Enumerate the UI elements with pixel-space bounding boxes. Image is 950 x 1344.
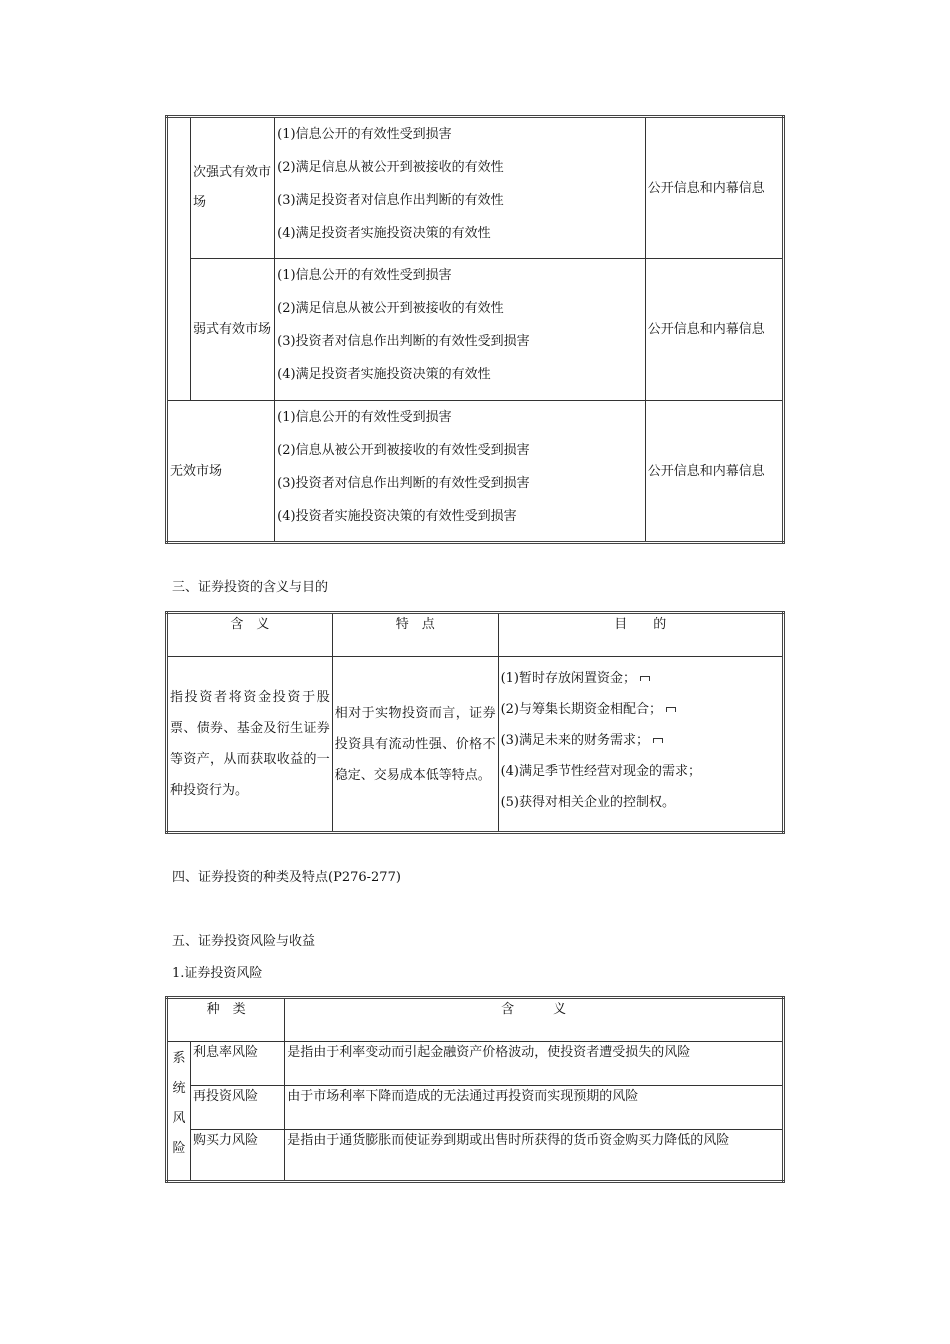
- header-feature: 特 点: [332, 613, 498, 657]
- table-header-row: [167, 613, 784, 657]
- risk-type: 购买力风险: [191, 1130, 285, 1182]
- table-row: [167, 657, 784, 833]
- table-row: [167, 401, 784, 543]
- risk-type: 利息率风险: [191, 1042, 285, 1086]
- market-info: 公开信息和内幕信息: [645, 117, 783, 259]
- table-row: [167, 117, 784, 259]
- table-header-row: [167, 998, 784, 1042]
- section-5-heading: 五、证券投资风险与收益: [172, 934, 316, 949]
- section-5-subheading: 1.证券投资风险: [172, 966, 263, 981]
- anchor-mark-icon: [640, 676, 650, 681]
- market-name: 无效市场: [167, 401, 275, 543]
- header-type: 种 类: [167, 998, 285, 1042]
- header-meaning: 含 义: [285, 998, 784, 1042]
- section-3-heading: 三、证券投资的含义与目的: [172, 580, 329, 595]
- market-name: 次强式有效市场: [191, 117, 275, 259]
- header-purpose: 目 的: [498, 613, 783, 657]
- purpose-cell: (1)暂时存放闲置资金； (2)与筹集长期资金相配合； (3)满足未来的财务需求； (4)满足季节性经营对现金的需求； (5)获得对相关企业的控制权。: [498, 657, 783, 833]
- header-meaning: 含 义: [167, 613, 333, 657]
- market-info: 公开信息和内幕信息: [645, 401, 783, 543]
- market-efficiency-table: [165, 115, 785, 544]
- market-conditions: (1)信息公开的有效性受到损害 (2)满足信息从被公开到被接收的有效性 (3)满足投资者对信息作出判断的有效性 (4)满足投资者实施投资决策的有效性: [275, 117, 646, 259]
- table-row: [167, 1042, 784, 1086]
- anchor-mark-icon: [666, 707, 676, 712]
- table-row: [167, 1130, 784, 1182]
- investment-risk-table: [165, 996, 785, 1183]
- meaning-cell: 指投资者将资金投资于股票、债券、基金及衍生证券等资产，从而获取收益的一种投资行为。: [167, 657, 333, 833]
- risk-meaning: 由于市场利率下降而造成的无法通过再投资而实现预期的风险: [285, 1086, 784, 1130]
- section-4-heading: 四、证券投资的种类及特点(P276-277): [172, 870, 401, 885]
- table-row: [167, 259, 784, 401]
- securities-purpose-table: [165, 611, 785, 834]
- feature-cell: 相对于实物投资而言，证券投资具有流动性强、价格不稳定、交易成本低等特点。: [332, 657, 498, 833]
- systematic-risk-label: 系 统 风 险: [167, 1042, 191, 1182]
- risk-type: 再投资风险: [191, 1086, 285, 1130]
- anchor-mark-icon: [653, 738, 663, 743]
- market-info: 公开信息和内幕信息: [645, 259, 783, 401]
- risk-meaning: 是指由于利率变动而引起金融资产价格波动，使投资者遭受损失的风险: [285, 1042, 784, 1086]
- market-conditions: (1)信息公开的有效性受到损害 (2)信息从被公开到被接收的有效性受到损害 (3)投资者对信息作出判断的有效性受到损害 (4)投资者实施投资决策的有效性受到损害: [275, 401, 646, 543]
- market-conditions: (1)信息公开的有效性受到损害 (2)满足信息从被公开到被接收的有效性 (3)投资者对信息作出判断的有效性受到损害 (4)满足投资者实施投资决策的有效性: [275, 259, 646, 401]
- market-name: 弱式有效市场: [191, 259, 275, 401]
- table-row: [167, 1086, 784, 1130]
- risk-meaning: 是指由于通货膨胀而使证券到期或出售时所获得的货币资金购买力降低的风险: [285, 1130, 784, 1182]
- group-blank-cell: [167, 117, 191, 401]
